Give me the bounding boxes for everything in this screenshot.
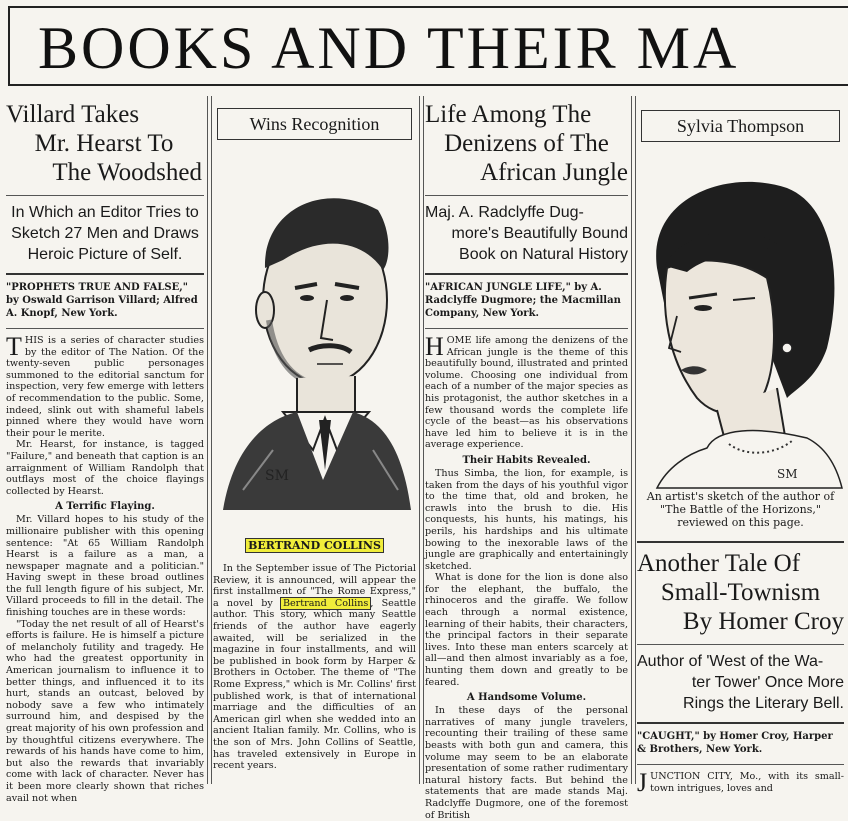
drop-cap: J: [637, 768, 648, 797]
drop-cap: T: [6, 332, 22, 361]
subheading: A Terrific Flaying.: [55, 501, 155, 513]
portrait-caption: An artist's sketch of the author of "The Battle of the Horizons," reviewed on this page.: [646, 490, 835, 529]
column-rule: [631, 96, 636, 784]
article-thompson-croy: [637, 100, 844, 797]
article-body: [213, 563, 416, 772]
box-title: Sylvia Thompson: [641, 110, 840, 142]
drop-cap: H: [425, 332, 444, 361]
portrait-sylvia-thompson: [637, 148, 844, 488]
column-rule: [207, 96, 212, 784]
deck-line: Maj. A. Radclyffe Dug-: [425, 204, 584, 221]
paragraph: Mr. Hearst, for instance, is tagged "Failure," and beneath that caption is an arraignment of William Randolph that outflays most of the choice flayings collected by Hearst.: [6, 439, 204, 497]
deck-line: more's Beautifully Bound: [451, 225, 628, 242]
byline: "PROPHETS TRUE AND FALSE," by Oswald Garrison Villard; Alfred A. Knopf, New York.: [6, 282, 198, 319]
deck-line: Book on Natural History: [459, 246, 628, 263]
byline: "CAUGHT," by Homer Croy, Harper & Brothers, New York.: [637, 731, 833, 755]
paragraph: OME life among the denizens of the African jungle is the theme of this beautifully bound, illustrated and printed volume. Choosing one individual from each of a number of the major species as his protagonist, the author sketches in a few thousand words the complete life cycle of the beast—as his observations have led him to believe it is in the average experience.: [425, 335, 628, 451]
box-title: Wins Recognition: [217, 108, 412, 140]
paragraph: UNCTION CITY, Mo., with its small-town intrigues, loves and: [650, 771, 844, 794]
headline-line: Mr. Hearst To: [34, 130, 174, 157]
article-body: [6, 332, 204, 804]
paragraph: , Seattle author. This story, which many Seattle friends of the author have eagerly awaited, will be serialized in the magazine in four installments, and will be published in book form by Harper & Brothers in October. The theme of "The Rome Express," which is Mr. Collins' first published work, is that of international marriage and the difficulties of an American girl when she wedded into an ancient Italian family. Mr. Collins, who is the son of Mrs. John Collins of Seattle, has traveled extensively in Europe in recent years.: [213, 597, 416, 772]
headline-line: Villard Takes: [6, 101, 140, 128]
article-dugmore: [425, 100, 628, 821]
paragraph: What is done for the lion is done also for the elephant, the buffalo, the rhinoceros and the giraffe. We follow each through a normal existence, learning of their habits, their characters, the principal factors in their separate lives. Into these man enters scarcely at all—and then almost invariably as a foe, hunting them down and greatly to be feared.: [425, 572, 628, 688]
svg-text:SM: SM: [265, 468, 289, 484]
article-collins: [213, 100, 416, 784]
paragraph: In these days of the personal narratives of many jungle travelers, recounting their trailing of these same beasts with both gun and camera, this volume may seem to be an elaborate presentation of some rather rudimentary natural history facts. But behind the statements that are made stands Maj. Radclyffe Dugmore, one of the foremost of British: [425, 705, 628, 821]
paragraph: Mr. Villard hopes to his study of the millionaire publisher with this opening sentence: "At 65 William Randolph Hearst is a failure as a man, a newspaper magnate and a politician." Having swept in these broad outlines the full length figure of his subject, Mr. Villard proceeds to fill in the detail. The finishing touches are in these words:: [6, 514, 204, 619]
article-body: [637, 768, 844, 797]
paragraph: Thus Simba, the lion, for example, is taken from the days of his youthful vigor to the time that, old and broken, he crawls into the brush to die. His conquests, his hunts, his matings, his perils, his hardships and his ultimate bowing to the inexorable laws of the jungle are graphically and entertainingly sketched.: [425, 467, 628, 572]
byline: "AFRICAN JUNGLE LIFE," by A. Radclyffe Dugmore; the Macmillan Company, New York.: [425, 282, 621, 319]
headline-line: African Jungle: [480, 159, 628, 186]
deck-line: Author of 'West of the Wa-: [637, 653, 824, 670]
paragraph: HIS is a series of character studies by the editor of The Nation. Of the twenty-seven public personages summoned to the editorial sanctum for inspection, very few emerge with letters of recommendation to the public. Some, indeed, slink out with shameful labels pinned where they would have worn their pour le merite.: [6, 335, 204, 439]
deck-line: Sketch 27 Men and Draws: [11, 225, 199, 242]
paragraph: "Today the net result of all of Hearst's efforts is failure. He is himself a picture of melancholy futility and tragedy. He who had the greatest opportunity in American journalism to influence it to better things, and influenced it to its hurt, stands an outcast, beloved by nobody save a few who intimately surround him, and despised by the great majority of his own profession and by thoughtful citizens everywhere. The rewards of his hands have come to him, but also the rewards that invariably come with lack of character. Never has it been more clearly shown that riches avail not when: [6, 618, 204, 804]
article-villard: [6, 100, 204, 804]
masthead-banner: [8, 6, 848, 86]
paragraph: In the September issue of The Pictorial Review, it is announced, will appear the first installment of "The Rome Express," a novel by: [213, 563, 416, 609]
subheading: A Handsome Volume.: [466, 692, 587, 704]
headline-line: Life Among The: [425, 101, 592, 128]
headline-line: Small-Townism: [660, 579, 821, 606]
column-rule: [419, 96, 424, 784]
headline-line: By Homer Croy: [682, 608, 844, 635]
deck-line: In Which an Editor Tries to: [11, 204, 199, 221]
portrait-bertrand-collins: [213, 150, 416, 530]
subheading: Their Habits Revealed.: [462, 454, 591, 466]
svg-text:SM: SM: [777, 467, 798, 481]
article-body: [425, 332, 628, 821]
headline-line: Another Tale Of: [637, 550, 801, 577]
deck-line: Rings the Literary Bell.: [683, 695, 844, 712]
caption-name: BERTRAND COLLINS: [248, 539, 381, 552]
highlighted-name: Bertrand Collins: [282, 597, 369, 609]
deck-line: Heroic Picture of Self.: [27, 246, 183, 263]
headline-line: Denizens of The: [444, 130, 609, 157]
deck-line: ter Tower' Once More: [691, 674, 844, 691]
headline-line: The Woodshed: [52, 159, 202, 186]
masthead-title: BOOKS AND THEIR MA: [38, 15, 740, 81]
